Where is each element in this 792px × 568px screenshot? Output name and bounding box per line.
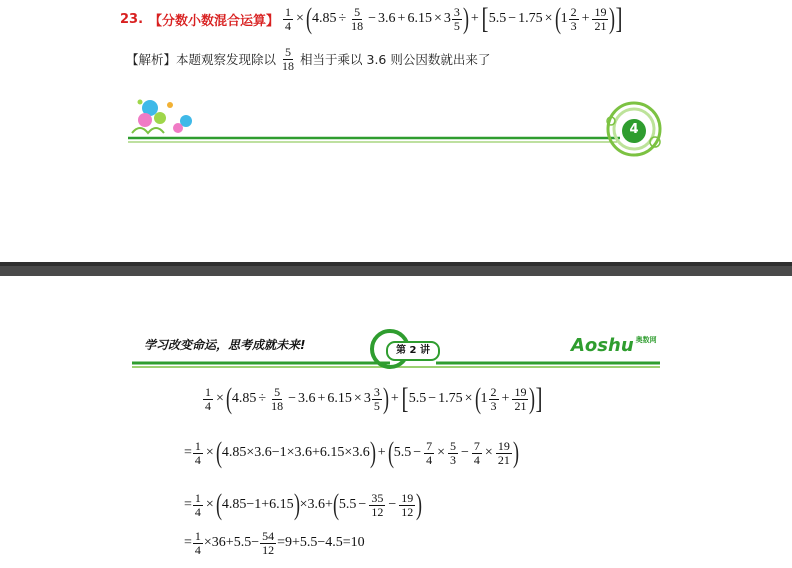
value-c: 3.6	[378, 11, 396, 26]
fraction-quarter: $\frac{1}{4}$	[194, 438, 201, 467]
paren-close: )	[529, 382, 536, 415]
times-sign: ×	[484, 445, 493, 460]
fraction-k: $\frac{7}{4}$	[426, 438, 433, 467]
solution-step-2	[184, 438, 519, 468]
value-a: 4.85	[311, 11, 337, 26]
minus-sign: −	[388, 497, 397, 512]
page-bottom	[0, 276, 792, 568]
equals-sign: =	[184, 497, 192, 512]
fraction-quarter: $\frac{1}{4}$	[194, 529, 201, 557]
fraction-l: $\frac{5}{3}$	[450, 438, 457, 467]
times-sign: ×	[464, 391, 473, 406]
minus-sign: −	[461, 445, 469, 460]
lecture-badge: 第 2 讲	[386, 341, 440, 361]
equals-sign: =	[184, 535, 192, 551]
analysis-suffix: 相当于乘以 3.6 则公因数就出来了	[300, 52, 491, 68]
times-sign: ×	[353, 391, 362, 406]
times-sign: ×	[205, 445, 214, 460]
paren-open: (	[474, 382, 481, 415]
analysis-fraction: $\frac{5}{18}$	[282, 45, 295, 73]
paren-close: )	[462, 2, 469, 35]
minus-sign: −	[358, 497, 367, 512]
value-g: 5.5	[393, 445, 412, 460]
fraction-p: $\frac{35}{12}$	[371, 490, 384, 519]
paren-close: )	[293, 488, 300, 521]
step4-middle: ×36+5.5−	[203, 535, 260, 551]
times-sign: ×	[437, 445, 446, 460]
times-sign: ×	[205, 497, 214, 512]
bracket-close: ]	[615, 2, 623, 35]
minus-sign: −	[288, 391, 296, 406]
minus-sign: −	[368, 11, 377, 26]
analysis-prefix: 【解析】本题观察发现除以	[126, 52, 277, 68]
paren-open: (	[387, 436, 394, 469]
value-c: 3.6	[298, 391, 316, 406]
fraction-quarter: $\frac{1}{4}$	[285, 4, 292, 33]
logo-text: Aoshu	[571, 335, 634, 356]
mixed-e: 3 $\frac{3}{5}$	[443, 4, 460, 33]
step3-left-expr: 4.85−1+6.15	[221, 497, 294, 512]
page-top	[0, 0, 792, 262]
problem-tag: 【分数小数混合运算】	[149, 13, 280, 29]
plus-sign: +	[581, 11, 590, 26]
value-d: 6.15	[407, 11, 432, 26]
fraction-r: $\frac{54}{12}$	[262, 529, 275, 557]
page-footer-decoration	[0, 0, 792, 262]
step3-tail: ×3.6+	[299, 497, 333, 512]
plus-sign: +	[317, 391, 326, 406]
fraction-quarter: $\frac{1}{4}$	[205, 384, 211, 413]
value-h: 1.75	[518, 11, 543, 26]
fraction-j: $\frac{19}{21}$	[594, 4, 607, 33]
paren-open: (	[332, 488, 339, 521]
value-g: 5.5	[408, 391, 427, 406]
flower-decoration-icon	[132, 100, 192, 134]
value-h: 1.75	[438, 391, 463, 406]
plus-sign: +	[501, 391, 510, 406]
plus-sign: +	[390, 391, 399, 406]
value-d: 6.15	[327, 391, 352, 406]
value-g: 5.5	[338, 497, 357, 512]
plus-sign: +	[377, 445, 386, 460]
logo-sub: 奥数网	[635, 336, 657, 344]
times-sign: ×	[544, 11, 553, 26]
plus-sign: +	[470, 11, 479, 26]
page-number: 4	[629, 122, 639, 137]
fraction-b: $\frac{5}{18}$	[271, 384, 284, 413]
bracket-open: [	[481, 2, 489, 35]
paren-open: (	[215, 436, 222, 469]
times-sign: ×	[296, 11, 304, 26]
divide-sign: ÷	[338, 11, 347, 26]
value-a: 4.85	[231, 391, 257, 406]
times-sign: ×	[216, 391, 224, 406]
step2-left-expr: 4.85×3.6−1×3.6+6.15×3.6	[221, 445, 370, 460]
paren-close: )	[609, 2, 616, 35]
divide-sign: ÷	[258, 391, 267, 406]
fraction-n: $\frac{19}{21}$	[497, 438, 510, 467]
minus-sign: −	[428, 391, 437, 406]
paren-open: (	[215, 488, 222, 521]
page-divider	[0, 262, 792, 276]
page-header-decoration	[0, 276, 792, 568]
fraction-q: $\frac{19}{12}$	[401, 490, 414, 519]
paren-close: )	[512, 436, 519, 469]
fraction-m: $\frac{7}{4}$	[473, 438, 480, 467]
banner-slogan: 学习改变命运，思考成就未来!	[144, 338, 306, 352]
mixed-i: 1 $\frac{2}{3}$	[560, 4, 577, 33]
paren-close: )	[382, 382, 389, 415]
times-sign: ×	[433, 11, 442, 26]
solution-step-1	[202, 384, 543, 414]
solution-step-4	[184, 530, 365, 556]
paren-open: (	[305, 2, 312, 35]
bracket-open: [	[401, 382, 409, 415]
paren-close: )	[416, 488, 423, 521]
fraction-j: $\frac{19}{21}$	[514, 384, 527, 413]
solution-step-3	[184, 490, 422, 520]
paren-close: )	[369, 436, 376, 469]
fraction-quarter: $\frac{1}{4}$	[194, 490, 201, 519]
paren-open: (	[225, 382, 232, 415]
step4-result: =9+5.5−4.5=10	[277, 535, 365, 551]
mixed-i: 1 $\frac{2}{3}$	[480, 384, 497, 413]
value-g: 5.5	[488, 11, 507, 26]
paren-open: (	[554, 2, 561, 35]
plus-sign: +	[397, 11, 406, 26]
minus-sign: −	[508, 11, 517, 26]
bracket-close: ]	[535, 382, 543, 415]
problem-number: 23.	[120, 11, 144, 27]
mixed-e: 3 $\frac{3}{5}$	[363, 384, 380, 413]
fraction-b: $\frac{5}{18}$	[351, 4, 364, 33]
aoshu-logo	[571, 335, 657, 356]
equals-sign: =	[184, 445, 192, 460]
minus-sign: −	[413, 445, 422, 460]
